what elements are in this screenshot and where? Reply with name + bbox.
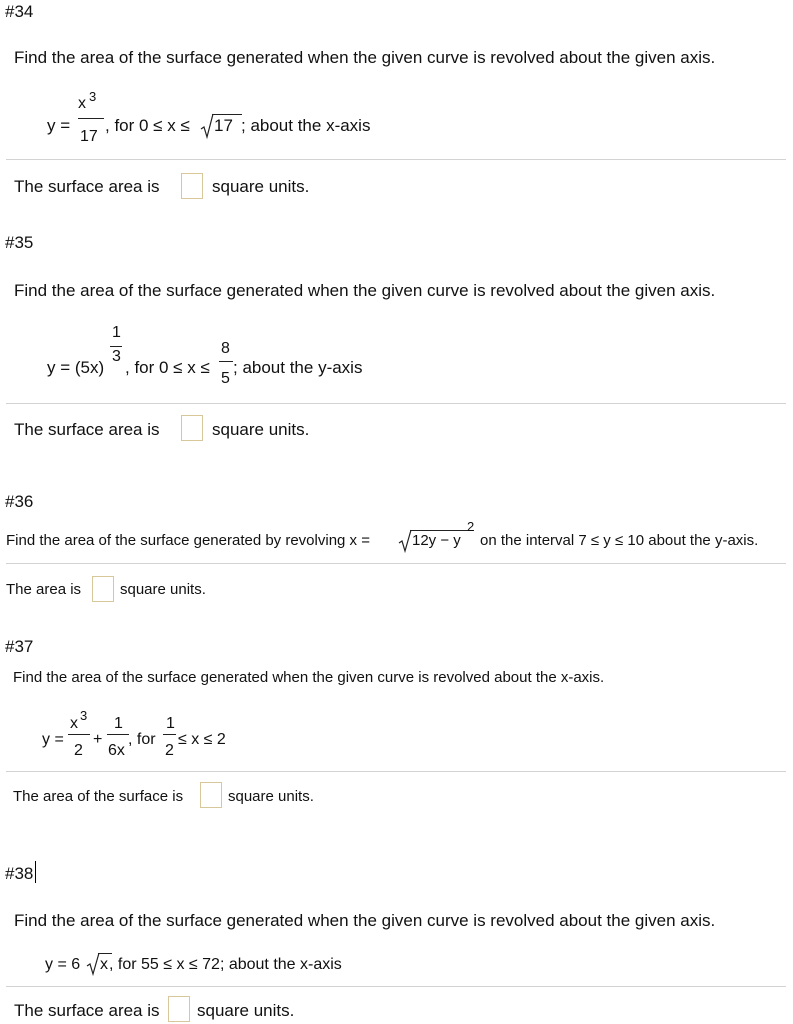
square-root-icon: [398, 528, 412, 554]
answer-label: The area is: [6, 581, 82, 598]
fraction-1-bar: [68, 734, 90, 735]
fraction-2-denominator: 6x: [108, 742, 125, 759]
fraction-3-bar: [163, 734, 176, 735]
exponent: 3: [89, 89, 97, 104]
question-34-prompt: Find the area of the surface generated when the given curve is revolved about the given axis.: [14, 48, 716, 67]
eq-domain: , for: [128, 731, 156, 748]
question-35-prompt: Find the area of the surface generated when the given curve is revolved about the given axis.: [14, 281, 716, 300]
fraction-3-numerator: 1: [166, 715, 175, 732]
question-37-prompt: Find the area of the surface generated when the given curve is revolved about the x-axis.: [13, 669, 605, 686]
fraction-2-numerator: 1: [114, 715, 123, 732]
answer-units: square units.: [212, 420, 310, 439]
divider: [6, 563, 786, 564]
radical-vinculum: [212, 114, 242, 115]
fraction-denominator: 17: [80, 128, 98, 145]
answer-units: square units.: [120, 581, 206, 598]
eq-bounds: ≤ x ≤ 2: [178, 731, 226, 748]
answer-units: square units.: [228, 788, 314, 805]
eq-domain: , for 55 ≤ x ≤ 72; about the x-axis: [109, 956, 342, 973]
fraction-1-denominator: 2: [74, 742, 83, 759]
fraction-3-denominator: 2: [165, 742, 174, 759]
exponent: 3: [80, 708, 88, 723]
fraction-numerator: x: [78, 95, 86, 112]
divider: [6, 986, 786, 987]
exponent-numerator: 1: [112, 324, 121, 341]
radicand: 12y − y: [412, 532, 461, 549]
exponent-bar: [110, 346, 122, 347]
eq-lhs: y =: [42, 731, 64, 748]
exponent: 2: [467, 519, 475, 534]
question-number-38: #38: [5, 864, 34, 883]
exponent-denominator: 3: [112, 348, 121, 365]
answer-input-38[interactable]: [168, 996, 190, 1022]
eq-axis: ; about the x-axis: [241, 116, 371, 135]
answer-label: The surface area is: [14, 420, 160, 439]
radical-vinculum: [410, 530, 474, 531]
answer-input-36[interactable]: [92, 576, 114, 602]
answer-units: square units.: [197, 1001, 295, 1020]
answer-label: The surface area is: [14, 1001, 160, 1020]
eq-domain: , for 0 ≤ x ≤: [125, 358, 210, 377]
eq-lhs: y =: [47, 116, 71, 135]
fraction-bar: [219, 361, 233, 362]
prompt-interval: on the interval 7 ≤ y ≤ 10 about the y-axis.: [480, 532, 759, 549]
square-root-icon: [86, 951, 100, 977]
eq-lhs: y = 6: [45, 956, 81, 973]
answer-units: square units.: [212, 177, 310, 196]
eq-domain: , for 0 ≤ x ≤: [105, 116, 190, 135]
question-38-prompt: Find the area of the surface generated when the given curve is revolved about the given axis.: [14, 911, 716, 930]
question-number-37: #37: [5, 637, 34, 656]
answer-input-34[interactable]: [181, 173, 203, 199]
answer-label: The surface area is: [14, 177, 160, 196]
radicand: 17: [214, 116, 233, 135]
fraction-2-bar: [107, 734, 129, 735]
eq-lhs: y = (5x): [47, 358, 105, 377]
divider: [6, 771, 786, 772]
plus-sign: +: [93, 731, 103, 748]
divider: [6, 159, 786, 160]
fraction-bar: [78, 118, 104, 119]
eq-axis: ; about the y-axis: [233, 358, 363, 377]
fraction-1-numerator: x: [70, 715, 78, 732]
radicand: x: [100, 956, 108, 973]
square-root-icon: [200, 112, 214, 140]
fraction-denominator: 5: [221, 370, 230, 387]
text-cursor: [35, 861, 36, 883]
radical-vinculum: [98, 953, 112, 954]
answer-input-37[interactable]: [200, 782, 222, 808]
question-number-36: #36: [5, 492, 34, 511]
fraction-numerator: 8: [221, 340, 230, 357]
question-number-34: #34: [5, 2, 34, 21]
answer-input-35[interactable]: [181, 415, 203, 441]
prompt-text: Find the area of the surface generated by revolving x =: [6, 532, 370, 549]
question-number-35: #35: [5, 233, 34, 252]
divider: [6, 403, 786, 404]
answer-label: The area of the surface is: [13, 788, 184, 805]
